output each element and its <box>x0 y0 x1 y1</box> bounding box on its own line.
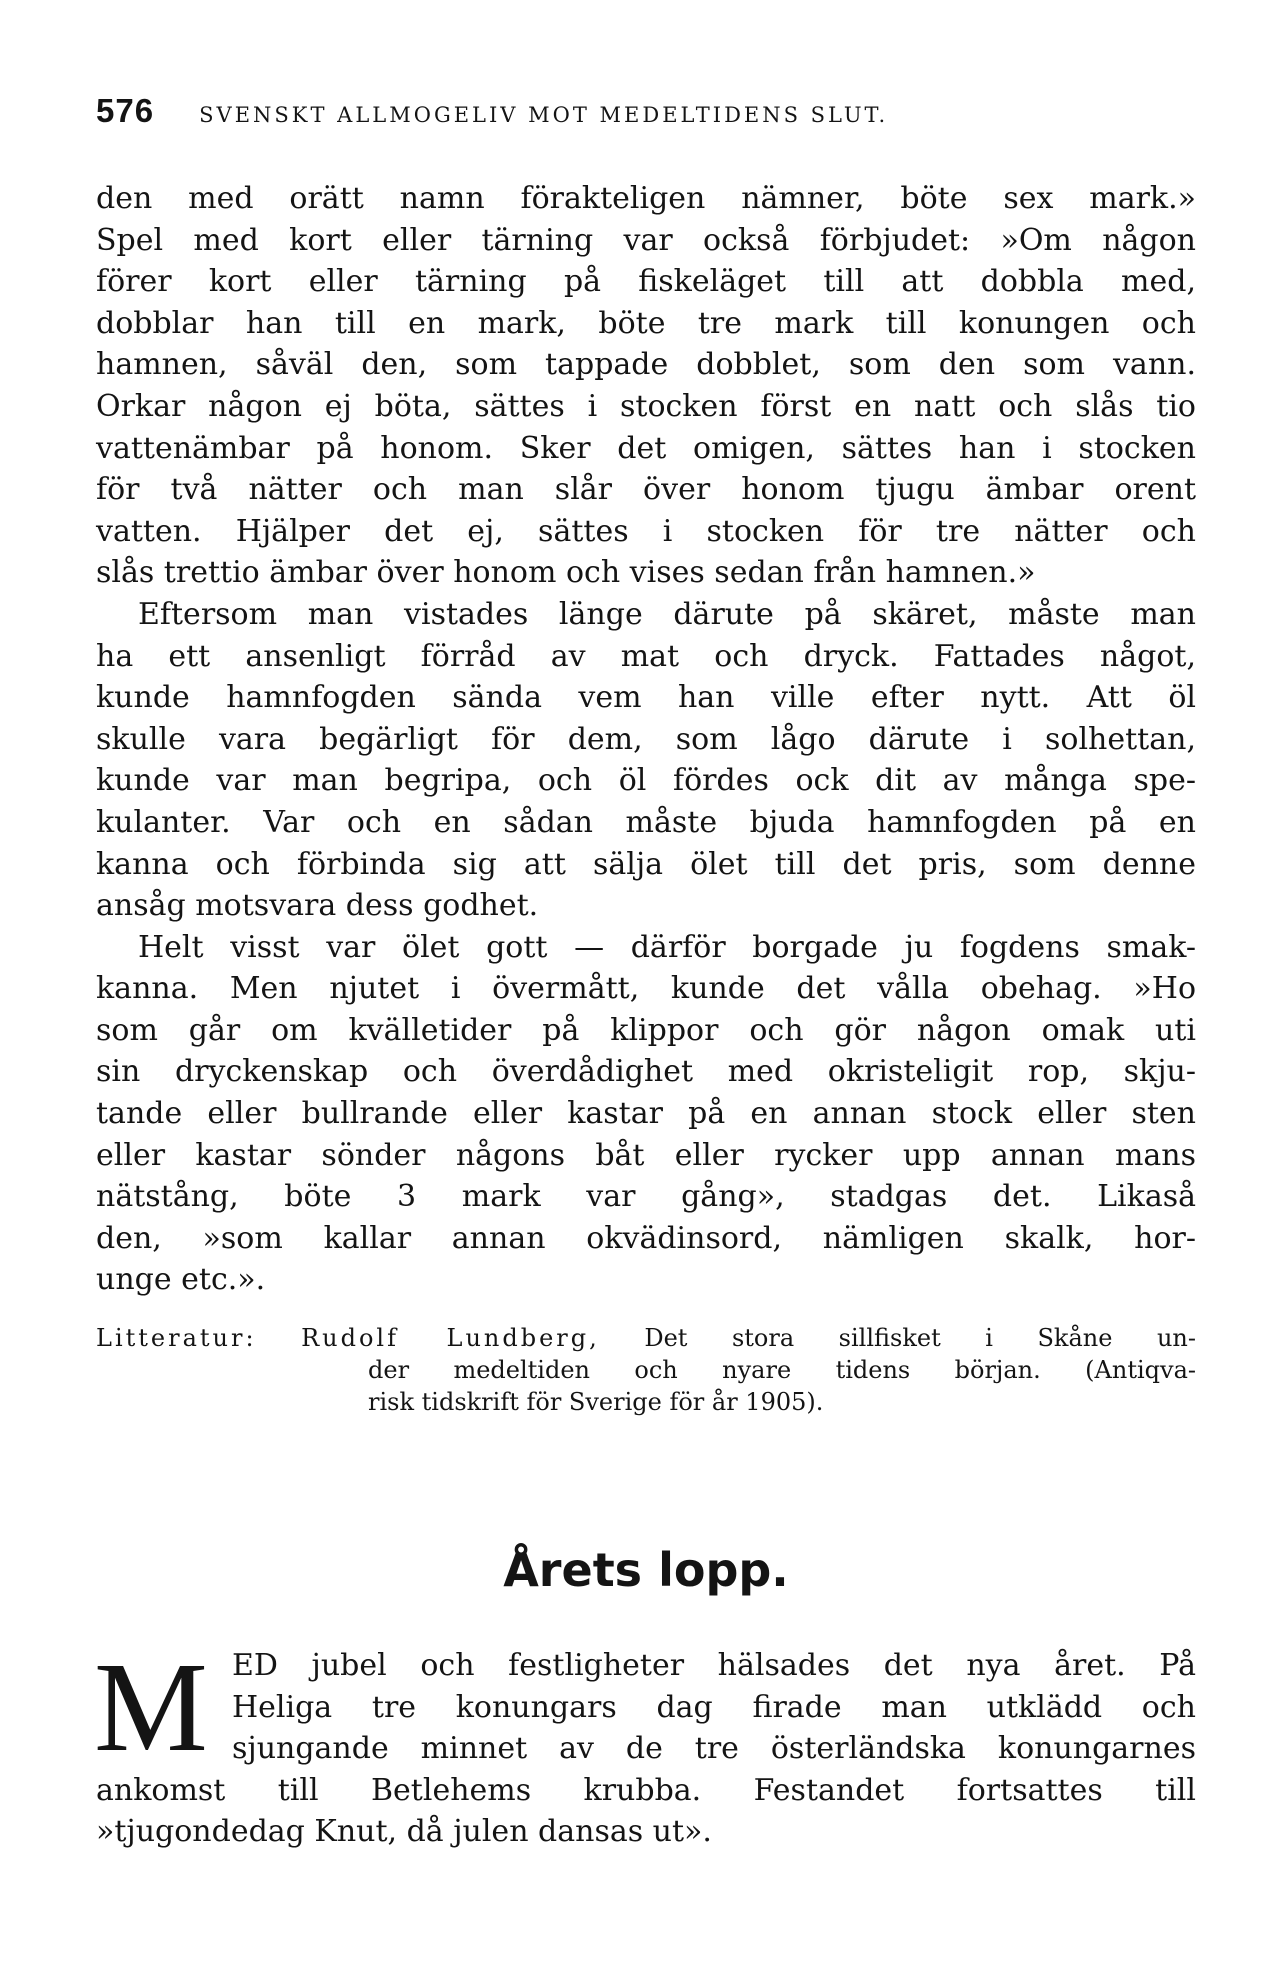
text-line: vattenämbar på honom. Sker det omigen, sättes han i stocken <box>96 430 1196 466</box>
text-line: unge etc.». <box>96 1262 266 1298</box>
literature-author: Rudolf Lundberg, <box>301 1324 600 1352</box>
text-line: sjungande minnet av de tre österländska konungarnes <box>232 1731 1196 1767</box>
text-line: eller kastar sönder någons båt eller rycker upp annan mans <box>96 1137 1196 1173</box>
text-line: den, »som kallar annan okvädinsord, nämligen skalk, hor- <box>96 1220 1196 1256</box>
text-line: kanna och förbinda sig att sälja ölet till det pris, som denne <box>96 846 1196 882</box>
text-line: kulanter. Var och en sådan måste bjuda hamnfogden på en <box>96 804 1196 840</box>
literature-line <box>96 1322 1196 1354</box>
text-line: hamnen, såväl den, som tappade dobblet, som den som vann. <box>96 347 1196 383</box>
text-line: Orkar någon ej böta, sättes i stocken först en natt och slås tio <box>96 388 1196 424</box>
drop-cap: M <box>94 1636 208 1778</box>
text-line: »tjugondedag Knut, då julen dansas ut». <box>96 1814 712 1850</box>
main-text <box>96 178 1196 1301</box>
text-line: ansåg motsvara dess godhet. <box>96 888 539 924</box>
section-text <box>94 1636 1196 1853</box>
text-line: ha ett ansenligt förråd av mat och dryck. Fattades något, <box>96 638 1196 674</box>
running-header <box>96 92 1196 136</box>
text-line: ankomst till Betlehems krubba. Festandet fortsattes till <box>96 1772 1196 1808</box>
text-line: kunde var man begripa, och öl fördes ock dit av många spe- <box>96 763 1196 799</box>
text-line: kanna. Men njutet i övermått, kunde det vålla obehag. »Ho <box>96 971 1196 1007</box>
literature-line: der medeltiden och nyare tidens början. (Antiqva- <box>368 1356 1196 1384</box>
literature-title: Det stora sillfisket i Skåne un- <box>644 1324 1196 1352</box>
text-line: ED jubel och festligheter hälsades det nya året. På <box>232 1648 1196 1683</box>
text-line: som går om kvälletider på klippor och gör någon omak uti <box>96 1012 1196 1048</box>
text-line: dobblar han till en mark, böte tre mark till konungen och <box>96 305 1196 341</box>
literature-label: Litteratur: <box>96 1324 257 1352</box>
section-heading: Årets lopp. <box>503 1543 789 1597</box>
text-line: tande eller bullrande eller kastar på en annan stock eller sten <box>96 1096 1196 1132</box>
text-line: vatten. Hjälper det ej, sättes i stocken för tre nätter och <box>96 513 1196 549</box>
page-number: 576 <box>96 92 155 129</box>
text-line: för två nätter och man slår över honom tjugu ämbar orent <box>96 472 1196 508</box>
text-line: skulle vara begärligt för dem, som lågo därute i solhettan, <box>96 721 1196 757</box>
text-line: den med orätt namn förakteligen nämner, böte sex mark.» <box>96 181 1196 216</box>
literature-line: risk tidskrift för Sverige för år 1905). <box>368 1388 824 1416</box>
text-line: sin dryckenskap och överdådighet med okristeligit rop, skju- <box>96 1054 1196 1090</box>
text-line: Spel med kort eller tärning var också förbjudet: »Om någon <box>96 222 1196 258</box>
text-line: nätstång, böte 3 mark var gång», stadgas det. Likaså <box>96 1179 1196 1215</box>
text-line: kunde hamnfogden sända vem han ville efter nytt. Att öl <box>96 680 1196 716</box>
text-line: Eftersom man vistades länge därute på skäret, måste man <box>138 596 1196 632</box>
literature-reference <box>96 1322 1196 1418</box>
text-line: Heliga tre konungars dag firade man utklädd och <box>232 1689 1196 1725</box>
running-title: SVENSKT ALLMOGELIV MOT MEDELTIDENS SLUT. <box>199 103 889 127</box>
text-line: slås trettio ämbar över honom och vises sedan från hamnen.» <box>96 555 1036 591</box>
text-line: förer kort eller tärning på fiskeläget till att dobbla med, <box>96 264 1196 300</box>
text-line: Helt visst var ölet gott — därför borgade ju fogdens smak- <box>138 929 1196 965</box>
